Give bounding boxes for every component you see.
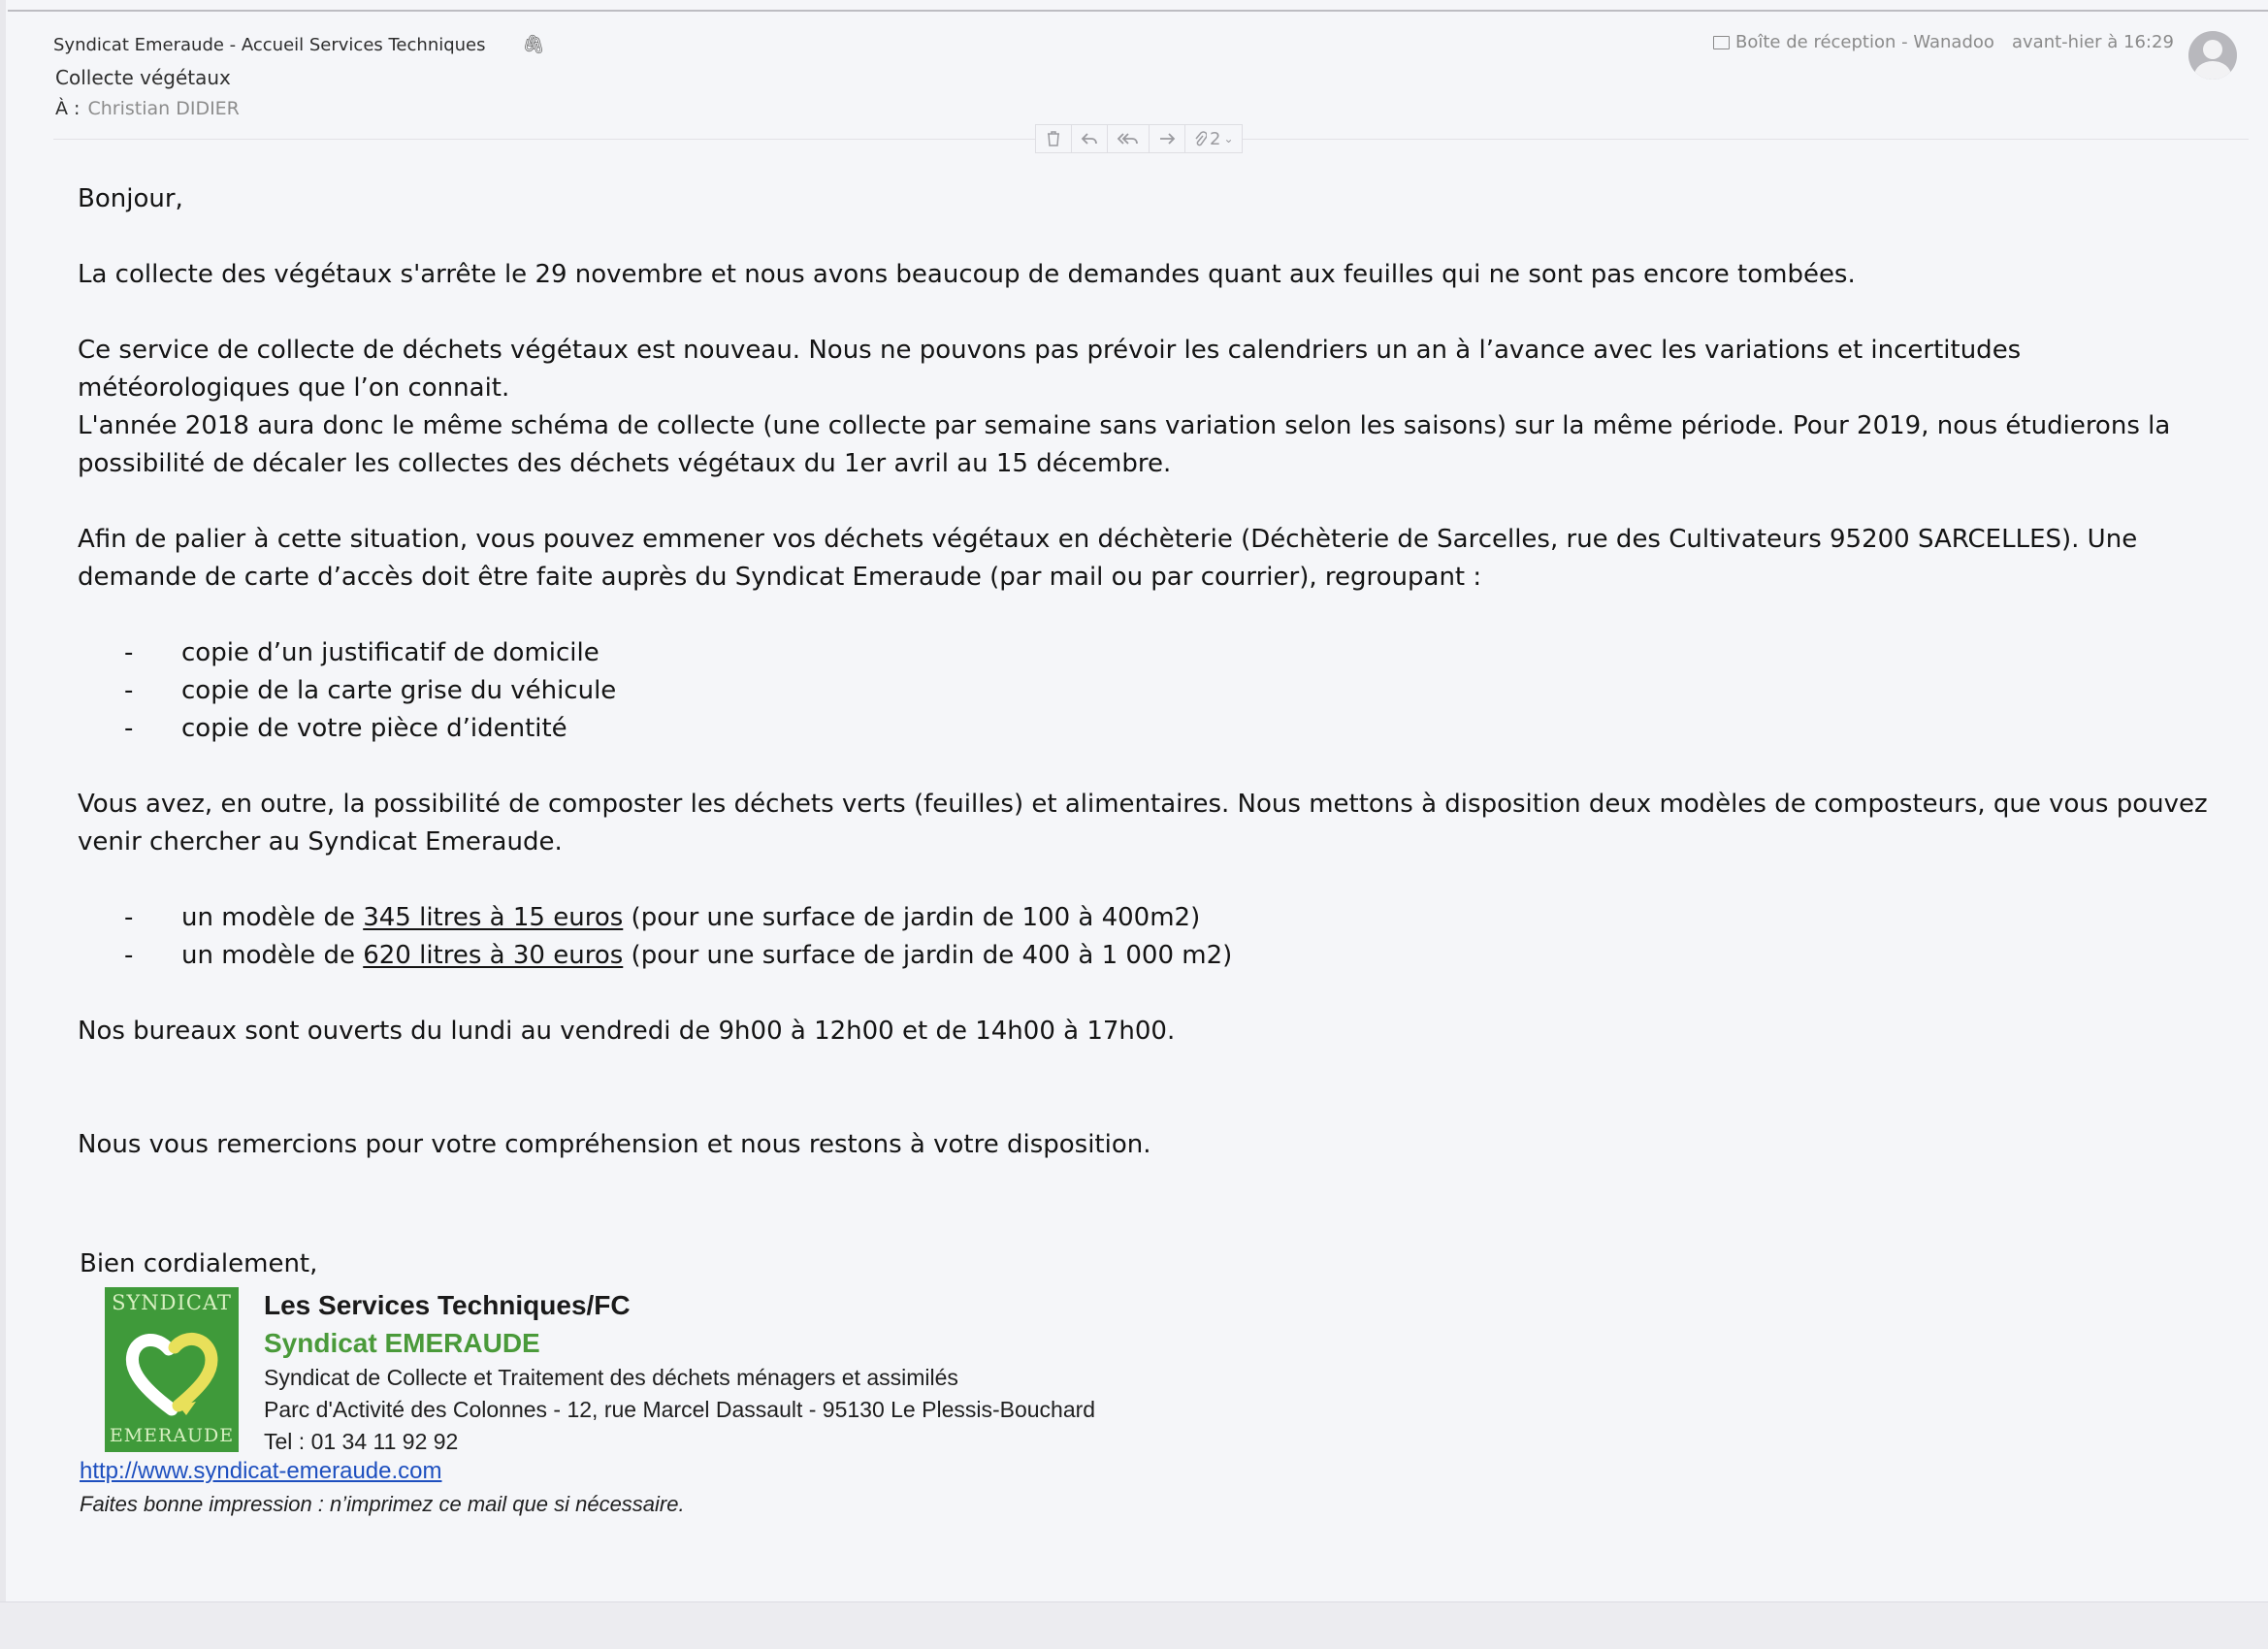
paragraph-thanks: Nous vous remercions pour votre compréhension et nous restons à votre disposition. [78,1130,1151,1159]
signature-phone: Tel : 01 34 11 92 92 [264,1429,459,1454]
signature-description: Syndicat de Collecte et Traitement des déchets ménagers et assimilés [264,1365,958,1390]
required-documents-list [78,634,2212,748]
list-item: - copie de la carte grise du véhicule [124,676,617,705]
delete-button[interactable] [1035,124,1072,153]
greeting: Bonjour, [78,184,183,213]
list-item: - copie d’un justificatif de domicile [124,638,599,667]
trash-icon [1047,131,1060,146]
inbox-icon [1713,36,1730,49]
paragraph-2018-plan: L'année 2018 aura donc le même schéma de collecte (une collecte par semaine sans variation selon les saisons) sur la même période. Pour 2019, nous étudierons la possibilité de décaler les collectes des déchets végétaux du 1er avril au 15 décembre. [78,411,2171,478]
logo-top-text: SYNDICAT [112,1291,232,1314]
email-subject: Collecte végétaux [55,66,231,89]
forward-button[interactable] [1149,124,1185,153]
signature-block [264,1286,1095,1458]
signature-department: Les Services Techniques/FC [264,1290,631,1320]
message-body [78,180,2212,1164]
page-left-edge [0,0,6,1649]
recipient-name[interactable]: Christian DIDIER [87,98,240,119]
reply-icon [1081,132,1098,146]
syndicat-emeraude-logo [105,1287,239,1452]
model-offer: 345 litres à 15 euros [363,903,624,932]
sender-name[interactable]: Syndicat Emeraude - Accueil Services Techniques [53,35,486,55]
paragraph-new-service: Ce service de collecte de déchets végétaux est nouveau. Nous ne pouvons pas prévoir les calendriers un an à l’avance avec les variations et incertitudes météorologiques que l’on connait. [78,336,2022,403]
closing: Bien cordialement, [80,1249,318,1278]
logo-bottom-text: EMERAUDE [109,1425,235,1446]
attachment-indicator-icon: 🖇 [522,34,546,55]
composter-models-list [78,899,2212,975]
attachments-button[interactable] [1184,124,1243,153]
website-link[interactable]: http://www.syndicat-emeraude.com [80,1458,442,1484]
chevron-down-icon: ⌄ [1223,132,1234,146]
message-toolbar [1036,124,1243,153]
list-item: - un modèle de 345 litres à 15 euros (pour une surface de jardin de 100 à 400m2) [124,903,1201,932]
email-date: avant-hier à 16:29 [2012,32,2174,52]
paragraph-office-hours: Nos bureaux sont ouverts du lundi au vendredi de 9h00 à 12h00 et de 14h00 à 17h00. [78,1017,1176,1046]
window-top-border [8,10,2268,12]
page-bottom-strip [0,1601,2268,1649]
recycle-heart-icon [118,1324,225,1421]
reply-button[interactable] [1071,124,1108,153]
paragraph-collection-end: La collecte des végétaux s'arrête le 29 novembre et nous avons beaucoup de demandes quant aux feuilles qui ne sont pas encore tombées. [78,260,1856,289]
paragraph-compost: Vous avez, en outre, la possibilité de composter les déchets verts (feuilles) et alimentaires. Nous mettons à disposition deux modèles de composteurs, que vous pouvez venir chercher au Syndicat Emeraude. [78,790,2208,857]
sender-avatar [2188,31,2237,80]
reply-all-icon [1117,132,1140,146]
to-label: À : [55,98,81,119]
reply-all-button[interactable] [1107,124,1150,153]
recipient-row [55,98,240,119]
mailbox-name: Boîte de réception - Wanadoo [1735,32,1994,52]
attachment-count: 2 [1210,128,1221,149]
paperclip-icon [1193,131,1207,146]
signature-address: Parc d'Activité des Colonnes - 12, rue Marcel Dassault - 95130 Le Plessis-Bouchard [264,1397,1096,1422]
paragraph-dechetterie: Afin de palier à cette situation, vous pouvez emmener vos déchets végétaux en déchèterie (Déchèterie de Sarcelles, rue des Cultivateurs 95200 SARCELLES). Une demande de carte d’accès doit être faite auprès du Syndicat Emeraude (par mail ou par courrier), regroupant : [78,525,2138,592]
mailbox-label[interactable] [1713,32,1994,52]
reply-group [1072,124,1185,153]
forward-icon [1158,132,1176,146]
signature-organisation: Syndicat EMERAUDE [264,1328,540,1358]
list-item: - un modèle de 620 litres à 30 euros (pour une surface de jardin de 400 à 1 000 m2) [124,941,1233,970]
model-offer: 620 litres à 30 euros [363,941,624,970]
list-item: - copie de votre pièce d’identité [124,714,567,743]
print-notice: Faites bonne impression : n’imprimez ce mail que si nécessaire. [80,1492,685,1516]
